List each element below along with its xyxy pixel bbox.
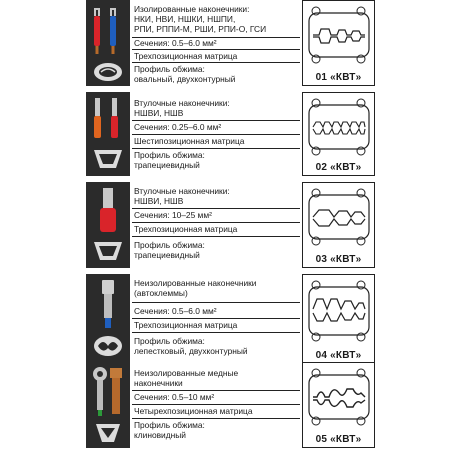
die-caption: 03 «КВТ»: [315, 254, 362, 265]
description-line: Профиль обжима:: [134, 420, 205, 430]
die-drawing: [302, 274, 375, 364]
description-line: Неизолированные медные: [134, 368, 239, 378]
description-line: Неизолированные наконечники: [134, 278, 257, 288]
description-line: Профиль обжима:: [134, 336, 205, 346]
divider: [132, 208, 300, 209]
description-line: НКИ, НВИ, НШКИ, НШПИ,: [134, 14, 236, 24]
table-row: [86, 92, 375, 176]
description-line: Шестипозиционная матрица: [134, 136, 245, 146]
description-line: Профиль обжима:: [134, 64, 205, 74]
divider: [132, 62, 300, 63]
description-line: Сечения: 0.25–6.0 мм²: [134, 122, 222, 132]
row-description: [132, 274, 300, 364]
description-line: Трехпозиционная матрица: [134, 224, 238, 234]
description-line: Четырехпозиционная матрица: [134, 406, 253, 416]
divider: [132, 236, 300, 237]
divider: [132, 134, 300, 135]
description-line: Сечения: 10–25 мм²: [134, 210, 212, 220]
die-drawing: [302, 92, 375, 176]
description-line: Втулочные наконечники:: [134, 186, 230, 196]
die-drawing: [302, 362, 375, 448]
die-drawing: [302, 182, 375, 268]
description-line: трапециевидный: [134, 250, 200, 260]
table-row: [86, 274, 375, 364]
terminal-photo-uninsulated-auto: [86, 274, 130, 364]
die-drawing: [302, 0, 375, 86]
table-row: [86, 0, 375, 86]
description-line: наконечники: [134, 378, 183, 388]
description-line: клиновидный: [134, 430, 186, 440]
terminal-photo-copper-ring: [86, 362, 130, 448]
divider: [132, 404, 300, 405]
description-line: Сечения: 0.5–6.0 мм²: [134, 306, 217, 316]
description-line: (автоклеммы): [134, 288, 188, 298]
divider: [132, 148, 300, 149]
description-line: Изолированные наконечники:: [134, 4, 250, 14]
terminal-photo-insulated-fork: [86, 0, 130, 86]
description-line: Сечения: 0.5–6.0 мм²: [134, 38, 217, 48]
crimp-die-table: [86, 0, 375, 450]
divider: [132, 390, 300, 391]
description-line: Профиль обжима:: [134, 240, 205, 250]
die-caption: 01 «КВТ»: [315, 72, 362, 83]
description-line: Сечения: 0.5–10 мм²: [134, 392, 215, 402]
divider: [132, 318, 300, 319]
divider: [132, 222, 300, 223]
die-caption: 02 «КВТ»: [315, 162, 362, 173]
description-line: Втулочные наконечники:: [134, 98, 230, 108]
description-line: лепестковый, двухконтурный: [134, 346, 248, 356]
description-line: трапециевидный: [134, 160, 200, 170]
description-line: НШВИ, НШВ: [134, 108, 184, 118]
description-line: НШВИ, НШВ: [134, 196, 184, 206]
description-line: РПИ, РППИ-М, РШИ, РПИ-О, ГСИ: [134, 24, 267, 34]
divider: [132, 49, 300, 50]
divider: [132, 302, 300, 303]
terminal-photo-ferrule: [86, 92, 130, 176]
table-row: [86, 182, 375, 268]
divider: [132, 332, 300, 333]
table-row: [86, 362, 375, 448]
description-line: Трехпозиционная матрица: [134, 320, 238, 330]
divider: [132, 120, 300, 121]
row-description: [132, 92, 300, 176]
row-description: [132, 362, 300, 448]
row-description: [132, 182, 300, 268]
description-line: Профиль обжима:: [134, 150, 205, 160]
description-line: Трехпозиционная матрица: [134, 51, 238, 61]
divider: [132, 418, 300, 419]
terminal-photo-large-ferrule: [86, 182, 130, 268]
die-caption: 05 «КВТ»: [315, 434, 362, 445]
die-caption: 04 «КВТ»: [315, 350, 362, 361]
row-description: [132, 0, 300, 86]
description-line: овальный, двухконтурный: [134, 74, 236, 84]
